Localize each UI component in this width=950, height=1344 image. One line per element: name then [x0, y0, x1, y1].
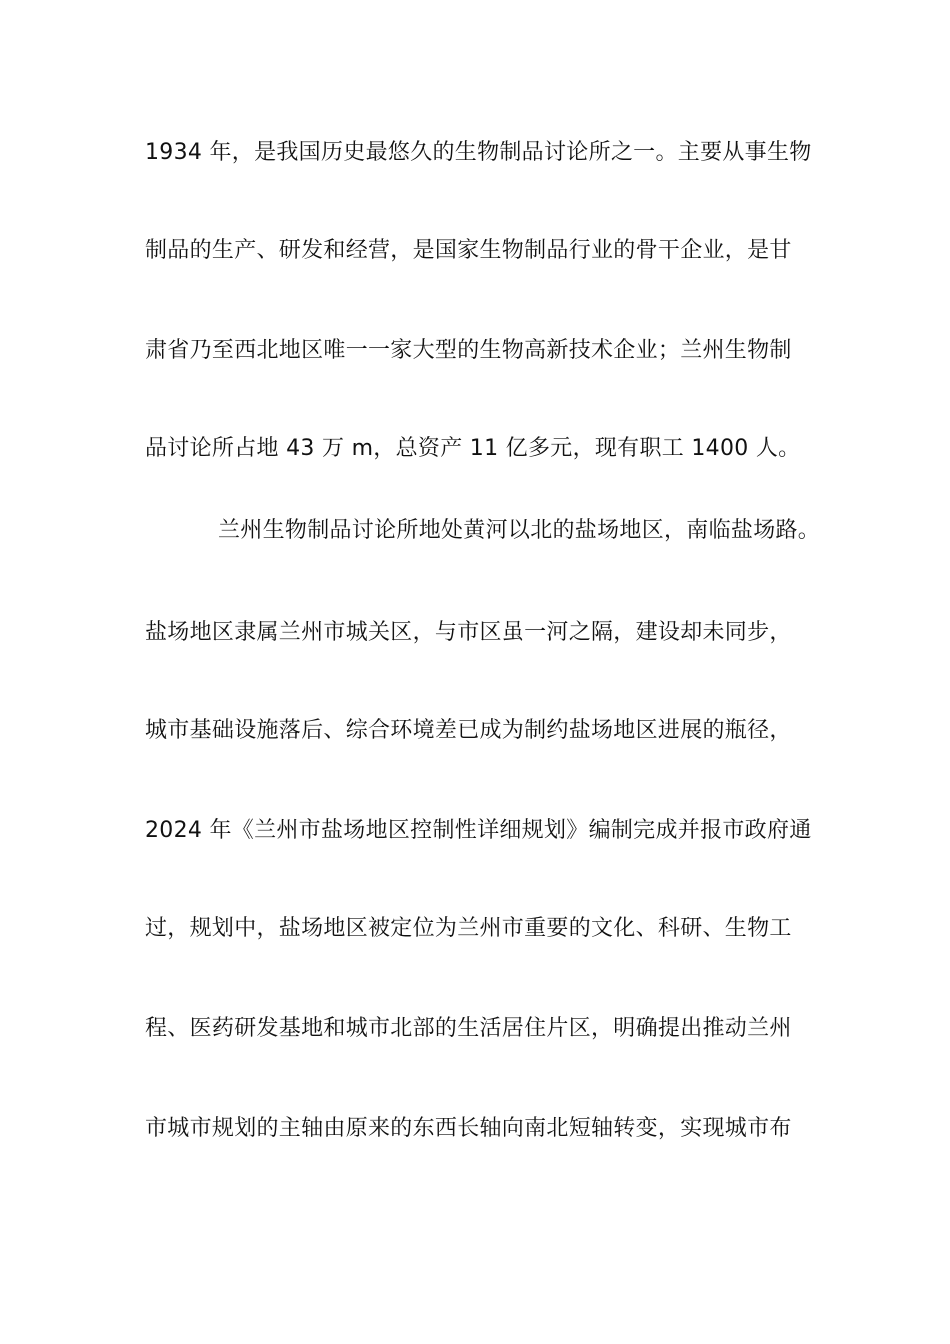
text-line: 制品的生产、研发和经营，是国家生物制品行业的骨干企业，是甘 [145, 238, 792, 263]
text-line: 1934 年，是我国历史最悠久的生物制品讨论所之一。主要从事生物 [145, 140, 812, 165]
text-line: 盐场地区隶属兰州市城关区，与市区虽一河之隔，建设却未同步， [145, 620, 792, 645]
text-line: 程、医药研发基地和城市北部的生活居住片区，明确提出推动兰州 [145, 1016, 792, 1041]
paragraph-start-line: 兰州生物制品讨论所地处黄河以北的盐场地区，南临盐场路。 [218, 518, 821, 543]
text-line: 2024 年《兰州市盐场地区控制性详细规划》编制完成并报市政府通 [145, 818, 812, 843]
text-line: 城市基础设施落后、综合环境差已成为制约盐场地区进展的瓶径， [145, 718, 792, 743]
text-line: 市城市规划的主轴由原来的东西长轴向南北短轴转变，实现城市布 [145, 1116, 792, 1141]
text-line: 过，规划中，盐场地区被定位为兰州市重要的文化、科研、生物工 [145, 916, 792, 941]
text-line: 品讨论所占地 43 万 m，总资产 11 亿多元，现有职工 1400 人。 [145, 436, 801, 461]
text-line: 肃省乃至西北地区唯一一家大型的生物高新技术企业；兰州生物制 [145, 338, 792, 363]
